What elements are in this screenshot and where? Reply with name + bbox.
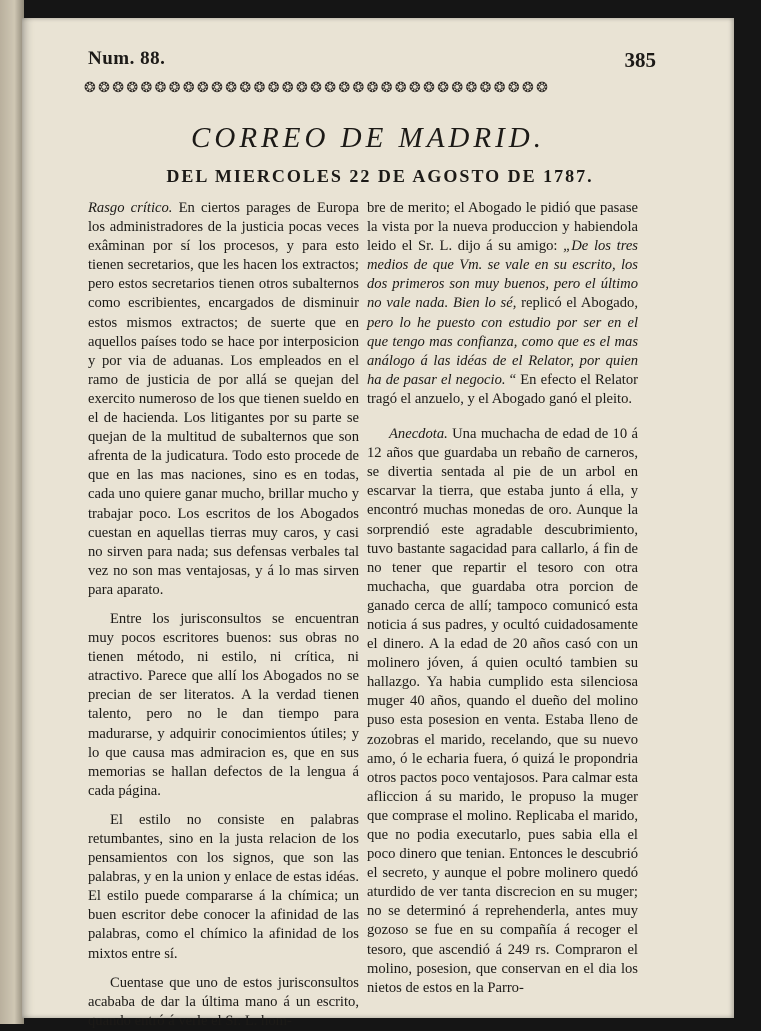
paragraph-text: “ En efecto el Relator tragó el anzuelo, y el Abogado ganó el pleito.: [367, 371, 639, 407]
ornamental-rule: ❂❂❂❂❂❂❂❂❂❂❂❂❂❂❂❂❂❂❂❂❂❂❂❂❂❂❂❂❂❂❂❂❂: [84, 81, 551, 96]
article-rasgo-critico: [88, 199, 359, 600]
previous-page-edge: [0, 0, 24, 1024]
issue-number: Num. 88.: [88, 48, 166, 69]
paragraph-text: Una muchacha de edad de 10 á 12 años que guardaba un rebaño de carneros, se divertia sentada al pie de un arbol en escarvar la tierra, que estaba junto á ella, y encontró muchas monedas de oro. Aunque la sorprendió este agradable descubrimiento, tuvo bastante sagacidad para callarlo, á fin de no tener que repartir el tesoro con otra muchacha, que guardaba otra porcion de ganado cerca de allí; tampoco comunicó esta noticia á sus padres, y ocultó cuidadosamente el dinero. A la edad de 20 años casó con un molinero jóven, á quien ocultó tambien su hallazgo. Ya habia cumplido esta silenciosa muger 40 años, quando el dueño del molino puso esta posesion en venta. Estaba lleno de zozobras el marido, recelando, que su nuevo amo, ó le echaria fuera, ó quizá le propondria otros pactos poco ventajosos. Para calmar esta afliccion á su marido, le propuso la muger que comprase el molino. Replicaba el marido, que no podia executarlo, pues sabia ella el poco dinero que tenian. Entonces le descubrió el secreto, y aunque el pobre molinero quedó aturdido de ver tanta discrecion en su muger; no se determinó á reprehenderla, antes muy gozoso se fue en su compañía á recoger el tesoro, que ascendió á 249 rs. Compraron el molino, posesion, que conservan en el dia los nietos de estos en la Parro-: [367, 426, 638, 996]
paragraph: Entre los jurisconsultos se encuentran muy pocos escritores buenos: sus obras no tienen método, ni estilo, ni crítica, ni atractivo. Parece que allí los Abogados no se precian de ser literatos. A la verdad tienen talento, pero no le dan tiempo para madurarse, y adquirir conocimientos útiles; y lo que causa mas admiracion es, que en sus memorias se hallan defectos de la lengua á cada página.: [88, 610, 359, 799]
article-anecdota: [367, 425, 638, 998]
paragraph-text: En ciertos parages de Europa los administradores de la justicia pocas veces exâminan por sí los procesos, y para esto tienen secretarios, que les hacen los extractos; pero estos secretarios tienen otros subalternos como escribientes, encargados de disminuir estos mismos extractos; de suerte que en aquellos países todo se hace por interposicion y por via de aduanas. Los empleados en el ramo de justicia de por allá se quejan del exercito numeroso de los que tienen sueldo en el de hacienda. Los litigantes por su parte se quejan de la multitud de subalternos que son afrenta de la judicatura. Todo esto procede de que en las mas naciones, sino es en todas, cada uno quiere ganar mucho, brillar mucho y trabajar poco. Los escritos de los Abogados cuestan en aquellas tierras muy caros, y casi no sirven para nada; sus defensas verbales tal vez no son mas ventajosas, y á lo mas sirven para aparato.: [88, 200, 359, 598]
paragraph-text: bre de merito; el Abogado le pidió que pasase la vista por la nueva produccion y habiendola leido el Sr. L. dijo á su amigo:: [367, 200, 638, 255]
newspaper-page: [22, 18, 734, 1029]
date-line: DEL MIERCOLES 22 DE AGOSTO DE 1787.: [166, 166, 594, 186]
right-column: [367, 199, 638, 998]
paragraph: El estilo no consiste en palabras retumbantes, sino en la justa relacion de los pensamientos con los signos, que son las palabras, y en la union y enlace de estas idéas. El estilo puede compararse á la chímica; un buen escritor debe conocer la afinidad de las palabras, como el chímico la afinidad de los mixtos entre sí.: [88, 811, 359, 962]
italic-quote: pero lo he puesto con estudio por ser en el que tengo mas confianza, como que es el mas análogo á las idéas de el Relator, por quien ha de pasar el negocio.: [367, 314, 638, 388]
section-lead: Rasgo crítico.: [88, 200, 173, 216]
section-lead: Anecdota.: [389, 426, 448, 443]
paragraph-text: replicó el Abogado,: [516, 295, 638, 312]
left-column: [88, 199, 359, 1031]
italic-quote: „De los tres medios de que Vm. se vale en su escrito, los dos primeros son muy buenos, pero el último no vale nada. Bien lo sé,: [367, 238, 638, 312]
page-number: 385: [624, 48, 656, 72]
masthead-title: CORREO DE MADRID.: [191, 122, 545, 154]
paragraph: Cuentase que uno de estos jurisconsultos acababa de dar la última mano á un escrito, quando entró á verle el Sr. L. hom-: [88, 974, 359, 1029]
paragraph-continued: [367, 199, 638, 409]
